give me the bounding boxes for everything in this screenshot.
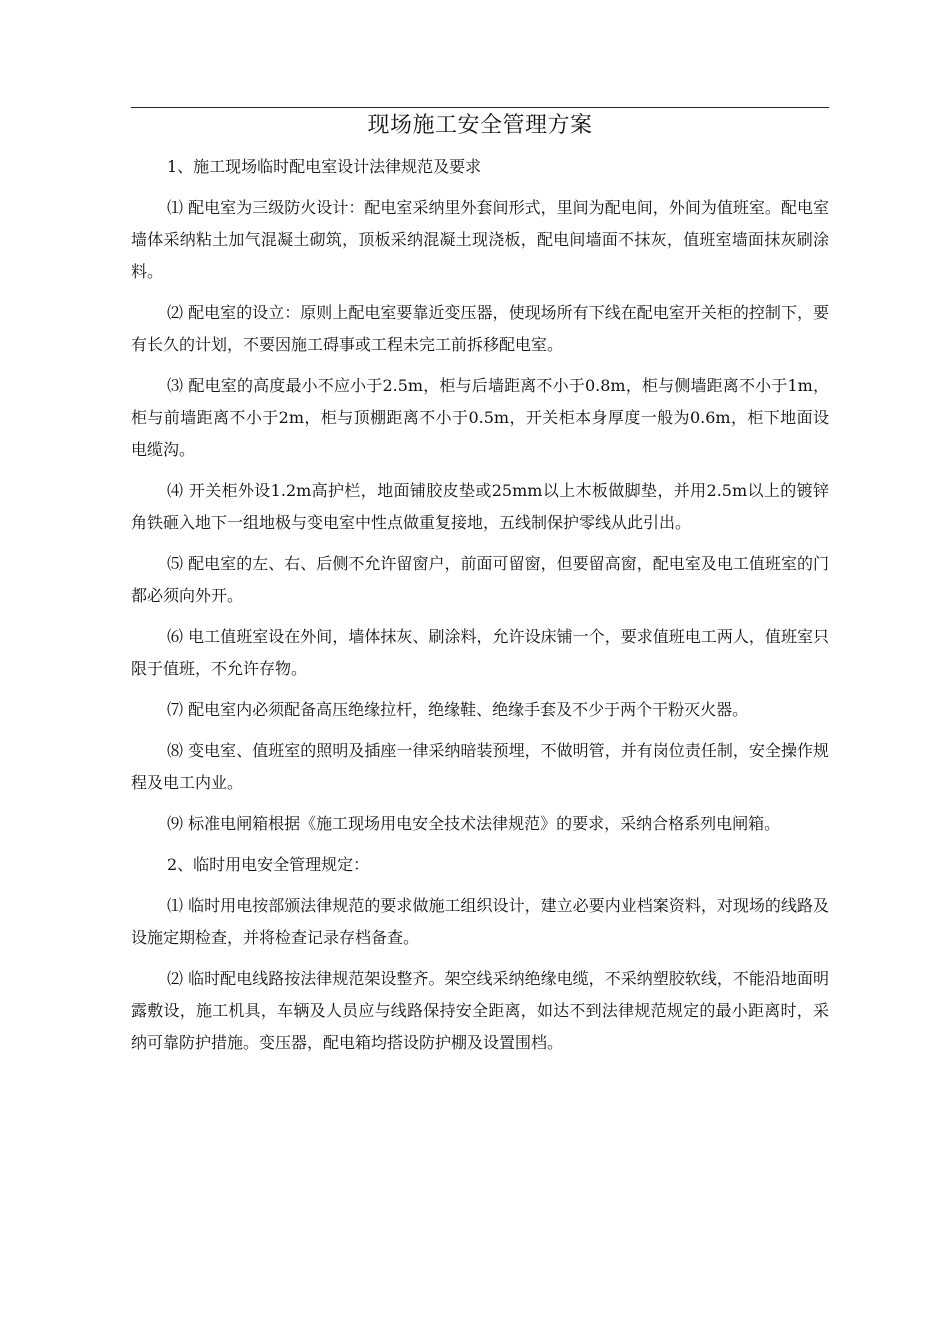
- section-heading: 1、施工现场临时配电室设计法律规范及要求: [167, 157, 482, 176]
- paragraph: ⑼ 标准电闸箱根据《施工现场用电安全技术法律规范》的要求，采纳合格系列电闸箱。: [167, 814, 781, 833]
- paragraph: ⑴ 配电室为三级防火设计：配电室采纳里外套间形式，里间为配电间，外间为值班室。配电室墙体采纳粘土加气混凝土砌筑，顶板采纳混凝土现浇板，配电间墙面不抹灰，值班室墙面抹灰刷涂料。: [131, 198, 829, 281]
- document-title: 现场施工安全管理方案: [367, 113, 593, 138]
- paragraph: ⑻ 变电室、值班室的照明及插座一律采纳暗装预埋，不做明管，并有岗位责任制，安全操作规程及电工内业。: [131, 741, 829, 792]
- paragraph: ⑷ 开关柜外设1.2m高护栏，地面铺胶皮垫或25mm以上木板做脚垫，并用2.5m以上的镀锌角铁砸入地下一组地极与变电室中性点做重复接地，五线制保护零线从此引出。: [131, 481, 829, 532]
- paragraph: ⑺ 配电室内必须配备高压绝缘拉杆，绝缘鞋、绝缘手套及不少于两个干粉灭火器。: [167, 700, 749, 719]
- paragraph: ⑸ 配电室的左、右、后侧不允许留窗户，前面可留窗，但要留高窗，配电室及电工值班室的门都必须向外开。: [131, 554, 829, 605]
- section-heading: 2、临时用电安全管理规定：: [167, 855, 370, 874]
- paragraph: ⑵ 配电室的设立：原则上配电室要靠近变压器，使现场所有下线在配电室开关柜的控制下，要有长久的计划，不要因施工碍事或工程未完工前拆移配电室。: [131, 303, 829, 354]
- paragraph: ⑶ 配电室的高度最小不应小于2.5m，柜与后墙距离不小于0.8m，柜与侧墙距离不小于1m，柜与前墙距离不小于2m，柜与顶棚距离不小于0.5m，开关柜本身厚度一般为0.6m，柜下地面设电缆沟。: [131, 376, 829, 459]
- paragraph: ⑹ 电工值班室设在外间，墙体抹灰、刷涂料，允许设床铺一个，要求值班电工两人，值班室只限于值班，不允许存物。: [131, 627, 829, 678]
- paragraph: ⑵ 临时配电线路按法律规范架设整齐。架空线采纳绝缘电缆，不采纳塑胶软线，不能沿地面明露敷设，施工机具，车辆及人员应与线路保持安全距离，如达不到法律规范规定的最小距离时，采纳可靠防护措施。变压器，配电箱均搭设防护棚及设置围档。: [131, 969, 829, 1052]
- header-rule: [131, 107, 829, 108]
- paragraph: ⑴ 临时用电按部颁法律规范的要求做施工组织设计，建立必要内业档案资料，对现场的线路及设施定期检查，并将检查记录存档备查。: [131, 896, 829, 947]
- document-body: [131, 151, 829, 1068]
